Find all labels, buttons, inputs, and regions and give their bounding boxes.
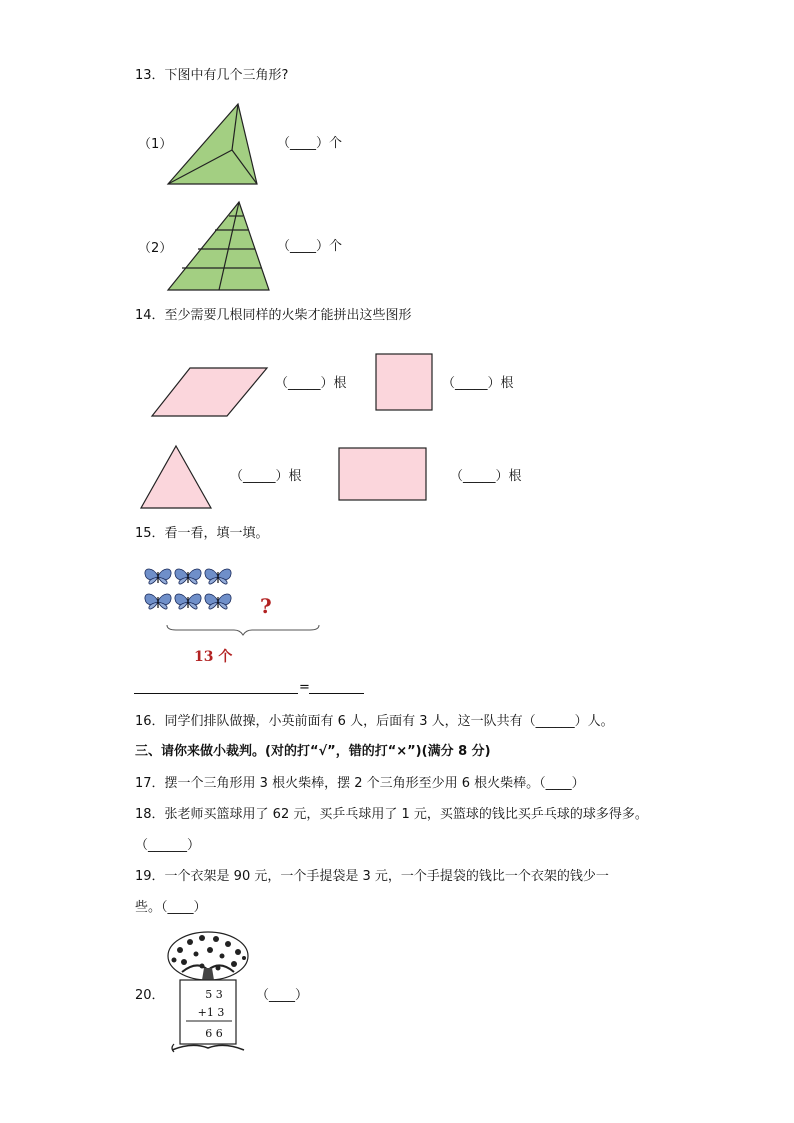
q14-stem: 14．至少需要几根同样的火柴才能拼出这些图形: [135, 308, 412, 323]
q13-triangle-figure-2: [166, 200, 271, 292]
triangle-figure: [139, 444, 213, 510]
curly-brace: [166, 624, 320, 636]
addition-row1: 5 3: [205, 988, 223, 1001]
q14-parallelogram-answer: （_____）根: [275, 376, 347, 391]
addition-result: 6 6: [205, 1027, 223, 1040]
q19-text-line2: 些。（____）: [135, 900, 207, 915]
square-figure: [375, 353, 433, 411]
q13-item1-label: （1）: [138, 137, 173, 152]
q18-text-line1: 18．张老师买篮球用了 62 元，买乒乓球用了 1 元，买篮球的钱比买乒乓球的球多得多。: [135, 807, 648, 822]
q17-text: 17．摆一个三角形用 3 根火柴棒，摆 2 个三角形至少用 6 根火柴棒。（____）: [135, 776, 585, 791]
section3-heading: 三、请你来做小裁判。(对的打“√”，错的打“×”)(满分 8 分): [135, 744, 491, 759]
q13-item1-answer: （____）个: [277, 136, 343, 151]
parallelogram-figure: [150, 366, 270, 418]
addition-row2: +1 3: [197, 1006, 225, 1019]
q15-expression-blank: [134, 693, 298, 694]
rectangle-figure: [338, 447, 428, 501]
total-count-label: 13 个: [194, 649, 233, 665]
question-mark: ?: [260, 594, 272, 618]
q20-answer-blank: （____）: [256, 988, 309, 1003]
q15-equals-sign: =: [299, 680, 310, 695]
q15-result-blank: [309, 693, 364, 694]
q13-item2-label: （2）: [138, 241, 173, 256]
q13-item2-answer: （____）个: [277, 239, 343, 254]
q13-triangle-figure-1: [166, 102, 266, 187]
q13-stem: 13．下图中有几个三角形?: [135, 68, 289, 83]
q18-answer-blank: （______）: [135, 838, 201, 853]
q14-rectangle-answer: （_____）根: [450, 469, 522, 484]
q15-stem: 15．看一看，填一填。: [135, 526, 269, 541]
q20-label: 20．: [135, 988, 165, 1003]
q14-square-answer: （_____）根: [442, 376, 514, 391]
q16-text: 16．同学们排队做操，小英前面有 6 人，后面有 3 人，这一队共有（______）人。: [135, 714, 614, 729]
tree-addition-figure: [162, 930, 254, 1058]
q19-text-line1: 19．一个衣架是 90 元，一个手提袋是 3 元，一个手提袋的钱比一个衣架的钱少一: [135, 869, 609, 884]
butterflies-group: [143, 566, 243, 618]
q14-triangle-answer: （_____）根: [230, 469, 302, 484]
